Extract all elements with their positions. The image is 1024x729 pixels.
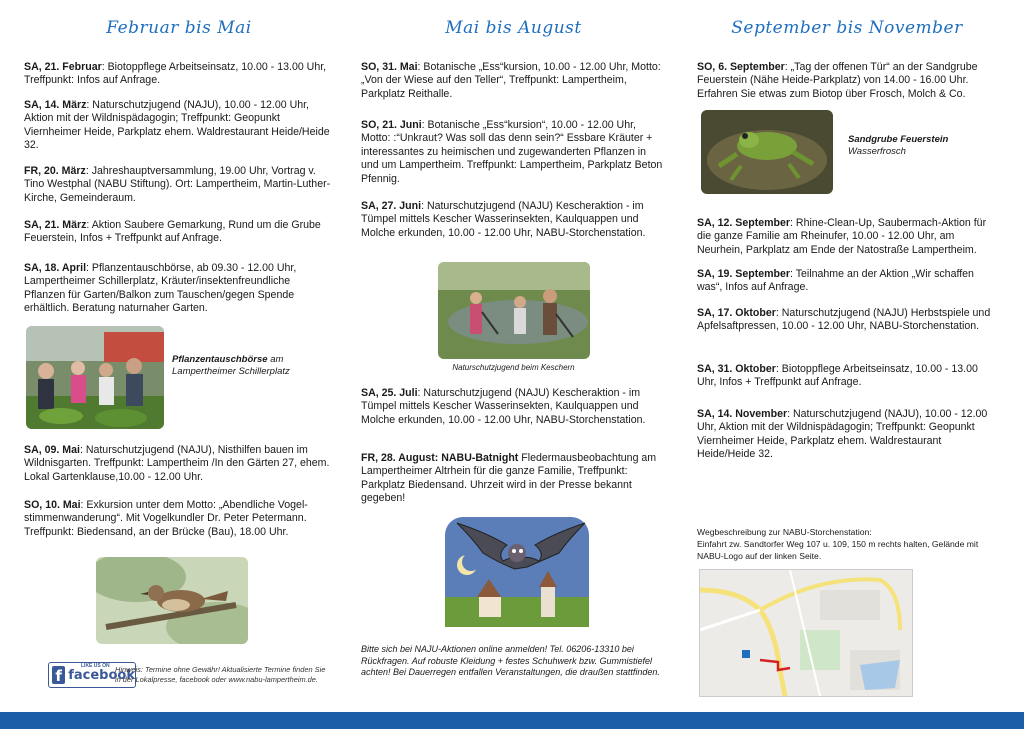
frog-photo [701,110,833,194]
event-item [697,363,997,390]
event-date: FR, 28. August: NABU-Batnight [361,452,519,464]
route-description [697,526,997,562]
event-text: : Biotoppflege Arbeitseinsatz, 10.00 - 13.00 Uhr, Treffpunkt: Infos auf Anfrage. [24,61,327,87]
event-date: SO, 21. Juni [361,119,422,131]
market-photo-caption: Pflanzentauschbörse am Lampertheimer Schillerplatz [172,354,290,377]
event-item [24,444,334,484]
event-date: SA, 19. September [697,268,791,280]
column-heading: Februar bis Mai [106,18,252,38]
event-text: : Botanische „Ess“kursion, 10.00 - 12.00 Uhr, Motto: „Von der Wiese auf den Teller“, Treffpunkt: Lampertheim, Parkplatz Reithalle. [361,61,661,100]
event-date: SA, 17. Oktober [697,307,776,319]
column-heading: Mai bis August [445,18,582,38]
event-item [361,119,666,186]
event-item [697,268,997,295]
facebook-icon: f [52,666,65,684]
event-text: Fledermausbeobachtung am Lampertheimer Altrhein für die ganze Familie, Treffpunkt: Parkplatz Biedensand. Uhrzeit wird in der Presse bekannt gegeben! [361,452,657,505]
event-date: SO, 31. Mai [361,61,418,73]
event-text: : Rhine-Clean-Up, Saubermach-Aktion für die ganze Familie am Rheinufer, 10.00 - 12.00 Uhr, am Neurhein, Parkplatz am Ende der Natostraße Lampertheim. [697,217,987,256]
event-item [361,452,666,506]
bat-illustration [437,509,597,629]
like-us-label: LIKE US ON [81,663,110,669]
event-date: SA, 25. Juli [361,387,418,399]
bird-photo [96,557,248,644]
event-item [361,61,666,101]
event-text: : Naturschutzjugend (NAJU) Herbstspiele und Apfelsaftpressen, 10.00 - 12.00 Uhr, NABU-Storchenstation. [697,307,991,333]
event-text: : Pflanzentauschbörse, ab 09.30 - 12.00 Uhr, Lampertheimer Schillerplatz, Kräuter/insektenfreundliche Pflanzen für Garten/Balkon zum Tauschen/gegen Spende erhältlich. Beratung naturnaher Garten. [24,262,297,315]
event-date: SA, 21. März [24,219,87,231]
event-item [24,219,334,246]
event-item [24,61,334,88]
event-item [24,165,334,205]
event-text: : Biotoppflege Arbeitseinsatz, 10.00 - 13.00 Uhr, Infos + Treffpunkt auf Anfrage. [697,363,978,389]
event-date: SA, 31. Oktober [697,363,776,375]
market-photo [26,326,164,429]
hint-text: Hinweis: Termine ohne Gewähr! Aktualisierte Termine finden Sie in der Lokalpresse, facebook oder www.nabu-lampertheim.de. [115,665,326,684]
column-september-november [697,0,997,712]
route-title: Wegbeschreibung zur NABU-Storchenstation: [697,527,872,537]
event-date: FR, 20. März [24,165,86,177]
event-date: SA, 18. April [24,262,87,274]
event-date: SA, 09. Mai [24,444,80,456]
event-item [697,217,997,257]
column-may-august [361,0,666,712]
event-text: : Naturschutzjugend (NAJU) Kescheraktion - im Tümpel mittels Kescher Wasserinsekten, Kaulquappen und Molche erkunden, 10.00 - 12.00 Uhr, NABU-Storchenstation. [361,387,646,426]
event-text: : Naturschutzjugend (NAJU) Kescheraktion - im Tümpel mittels Kescher Wasserinsekten, Kaulquappen und Molche erkunden, 10.00 - 12.00 Uhr, NABU-Storchenstation. [361,200,646,239]
event-item [361,387,666,427]
event-date: SA, 27. Juni [361,200,422,212]
event-item [24,262,334,316]
event-item [24,99,334,153]
event-item [361,200,666,240]
event-date: SO, 10. Mai [24,499,81,511]
event-date: SA, 14. März [24,99,87,111]
event-text: : Botanische „Ess“kursion“, 10.00 - 12.00 Uhr, Motto: :“Unkraut? Was soll das denn sein?“ Essbare Kräuter + interessantes zu heimischen und zugewanderten Pflanzen in und um Lampertheim. Treffpunkt: Lampertheim, Parkplatz Beton Pfennig. [361,119,663,185]
event-text: : Jahreshauptversammlung, 19.00 Uhr, Vortrag v. Tino Westphal (NABU Stiftung). Ort: Lampertheim, Martin-Luther-Kirche, Gemeinderaum. [24,165,331,204]
event-date: SO, 6. September [697,61,785,73]
event-date: SA, 21. Februar [24,61,102,73]
bottom-bar [0,712,1024,729]
event-text: : „Tag der offenen Tür“ an der Sandgrube Feuerstein (Nähe Heide-Parkplatz) von 14.00 - 16.00 Uhr. Erfahren Sie etwas zum Biotop über Frosch, Molch & Co. [697,61,978,100]
event-date: SA, 14. November [697,408,788,420]
event-item [697,307,997,334]
naju-note: Bitte sich bei NAJU-Aktionen online anmelden! Tel. 06206-13310 bei Rückfragen. Auf robuste Kleidung + festes Schuhwerk bzw. Gummistiefel achten! Bei Dauerregen entfallen Veranstaltungen, die draußen stattfinden. [361,644,660,678]
facebook-wordmark: facebook [68,667,135,683]
event-item [697,408,997,462]
event-text: : Aktion Saubere Gemarkung, Rund um die Grube Feuerstein, Infos + Treffpunkt auf Anfrage. [24,219,321,245]
frog-photo-caption: Sandgrube Feuerstein Wasserfrosch [848,134,949,157]
pond-photo [438,262,590,359]
column-february-may [24,0,334,712]
column-heading: September bis November [731,18,963,38]
event-text: : Naturschutzjugend (NAJU), 10.00 - 12.00 Uhr, Aktion mit der Wildnispädagogin; Treffpunkt: Geopunkt Viernheimer Heide, Parkplatz ehem. Waldrestaurant Heide/Heide 32. [697,408,988,461]
pond-photo-caption: Naturschutzjugend beim Keschern [452,363,575,372]
event-text: : Naturschutzjugend (NAJU), Nisthilfen bauen im Wildnisgarten. Treffpunkt: Lampertheim /In den Gärten 27, ehem. Lokal Gartenklause,10.00 - 12.00 Uhr. [24,444,330,483]
event-text: : Naturschutzjugend (NAJU), 10.00 - 12.00 Uhr, Aktion mit der Wildnispädagogin; Treffpunkt: Geopunkt Viernheimer Heide, Parkplatz ehem. Waldrestaurant Heide/Heide 32. [24,99,330,152]
event-item [697,61,997,101]
event-text: : Teilnahme an der Aktion „Wir schaffen was“, Infos auf Anfrage. [697,268,974,294]
route-map[interactable] [699,569,913,697]
event-date: SA, 12. September [697,217,791,229]
event-text: : Exkursion unter dem Motto: „Abendliche Vogel-stimmenwanderung“. Mit Vogelkundler Dr. Peter Petermann. Treffpunkt: Biedensand, an der Brücke (Bau), 18.00 Uhr. [24,499,308,538]
event-item [24,499,334,539]
route-text: Einfahrt zw. Sandtorfer Weg 107 u. 109, 150 m rechts halten, Gelände mit NABU-Logo auf der linken Seite. [697,539,979,561]
